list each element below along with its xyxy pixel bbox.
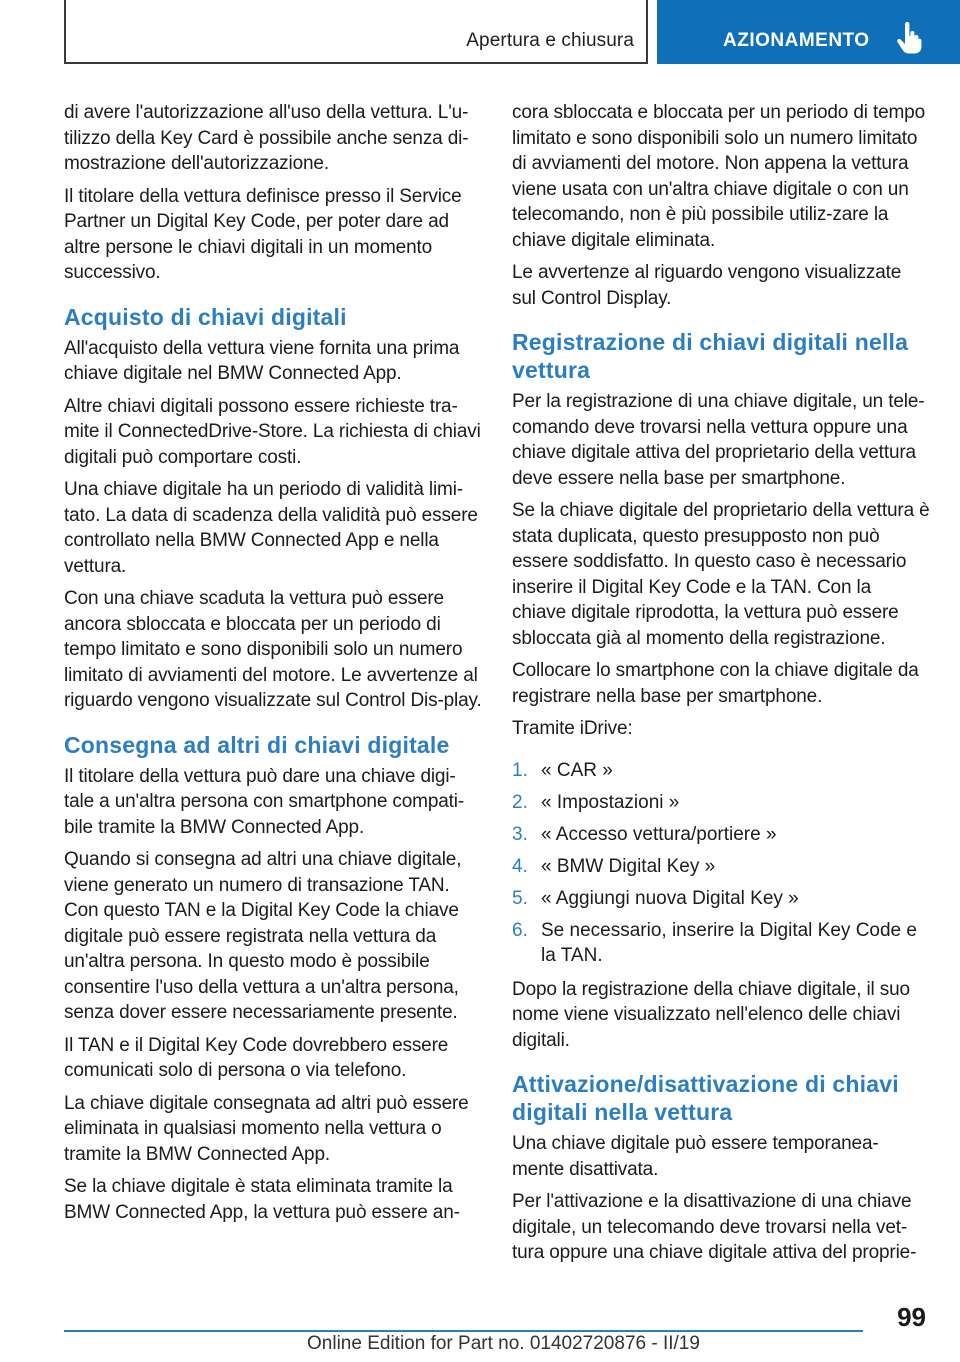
heading-acquisto: Acquisto di chiavi digitali (64, 303, 347, 330)
paragraph: All'acquisto della vettura viene fornita una prima chiave digitale nel BMW Connected App. (64, 337, 460, 384)
header-chapter-tab[interactable] (657, 0, 960, 64)
step-text: « CAR » (541, 759, 613, 781)
paragraph: Le avvertenze al riguardo vengono visualizzate sul Control Display. (512, 262, 902, 309)
list-item (512, 822, 930, 848)
paragraph: di avere l'autorizzazione all'uso della vettura. L'u-tilizzo della Key Card è possibile anche senza di-mostrazione dell'autorizzazione. (64, 102, 469, 174)
idrive-steps-list (512, 758, 930, 969)
paragraph: La chiave digitale consegnata ad altri può essere eliminata in qualsiasi momento nella vettura o tramite la BMW Connected App. (64, 1092, 469, 1165)
heading-consegna: Consegna ad altri di chiavi digitale (64, 731, 450, 758)
paragraph: cora sbloccata e bloccata per un periodo di tempo limitato e sono disponibili solo un numero limitato di avviamenti del motore. Non appena la vettura viene usata con un'altra chiave digitale o con un telecomando, non è più possibile utiliz-zare la chiave digitale eliminata. (512, 102, 926, 251)
chapter-title: AZIONAMENTO (723, 30, 870, 51)
step-text: Se necessario, inserire la Digital Key Code e la TAN. (541, 919, 917, 966)
step-text: « Accesso vettura/portiere » (541, 823, 777, 845)
list-item (512, 854, 930, 880)
paragraph: Quando si consegna ad altri una chiave digitale, viene generato un numero di transazione TAN. Con questo TAN e la Digital Key Code la chiave digitale può essere registrata nella vettura da un'altra persona. In questo modo è possibile consentire l'uso della vettura a un'altra persona, senza dover essere necessariamente presente. (64, 849, 462, 1023)
paragraph: Tramite iDrive: (512, 718, 633, 739)
list-item (512, 886, 930, 912)
step-number: 5. (512, 887, 528, 909)
list-item (512, 918, 930, 969)
heading-registrazione: Registrazione di chiavi digitali nella vettura (512, 329, 909, 383)
pointing-hand-icon (896, 22, 922, 54)
paragraph: Se la chiave digitale del proprietario della vettura è stata duplicata, questo presupposto non può essere soddisfatto. In questo caso è necessario inserire il Digital Key Code e la TAN. Con la chiave digitale riprodotta, la vettura può essere sbloccata già al momento della registrazione. (512, 500, 930, 649)
step-number: 6. (512, 919, 528, 941)
step-number: 1. (512, 759, 528, 781)
step-number: 4. (512, 855, 528, 877)
paragraph: Collocare lo smartphone con la chiave digitale da registrare nella base per smartphone. (512, 660, 919, 707)
paragraph: Una chiave digitale ha un periodo di validità limi-tato. La data di scadenza della validità può essere controllato nella BMW Connected App e nella vettura. (64, 479, 478, 577)
paragraph: Per l'attivazione e la disattivazione di una chiave digitale, un telecomando deve trovarsi nella vet-tura oppure una chiave digitale attiva del proprie- (512, 1191, 917, 1263)
right-column (512, 100, 930, 1273)
section-title: Apertura e chiusura (466, 30, 634, 51)
paragraph: Il titolare della vettura può dare una chiave digi-tale a un'altra persona con smartphone compati-bile tramite la BMW Connected App. (64, 765, 465, 838)
paragraph: Il titolare della vettura definisce presso il Service Partner un Digital Key Code, per poter dare ad altre persone le chiavi digitali in un momento successivo. (64, 185, 462, 283)
paragraph: Il TAN e il Digital Key Code dovrebbero essere comunicati solo di persona o via telefono. (64, 1034, 449, 1081)
footer-divider (64, 1330, 863, 1332)
paragraph: Dopo la registrazione della chiave digitale, il suo nome viene visualizzato nell'elenco delle chiavi digitali. (512, 978, 910, 1051)
paragraph: Con una chiave scaduta la vettura può essere ancora sbloccata e bloccata per un periodo di tempo limitato e sono disponibili solo un numero limitato di avviamenti del motore. Le avvertenze al riguardo vengono visualizzate sul Control Dis-play. (64, 588, 482, 711)
step-text: « BMW Digital Key » (541, 855, 716, 877)
step-number: 3. (512, 823, 528, 845)
page-number: 99 (897, 1302, 926, 1332)
step-text: « Aggiungi nuova Digital Key » (541, 887, 799, 909)
paragraph: Altre chiavi digitali possono essere richieste tra-mite il ConnectedDrive-Store. La richiesta di chiavi digitali può comportare costi. (64, 395, 481, 468)
paragraph: Per la registrazione di una chiave digitale, un tele-comando deve trovarsi nella vettura oppure una chiave digitale attiva del proprietario della vettura deve essere nella base per smartphone. (512, 391, 925, 489)
footer-edition-text: Online Edition for Part no. 01402720876 - II/19 (307, 1333, 700, 1354)
header-section-box (64, 0, 648, 64)
list-item (512, 790, 930, 816)
step-number: 2. (512, 791, 528, 813)
paragraph: Se la chiave digitale è stata eliminata tramite la BMW Connected App, la vettura può essere an- (64, 1176, 460, 1223)
heading-attivazione: Attivazione/disattivazione di chiavi digitali nella vettura (512, 1071, 899, 1125)
left-column (64, 100, 482, 1232)
list-item (512, 758, 930, 784)
paragraph: Una chiave digitale può essere temporanea-mente disattivata. (512, 1133, 879, 1180)
step-text: « Impostazioni » (541, 791, 680, 813)
